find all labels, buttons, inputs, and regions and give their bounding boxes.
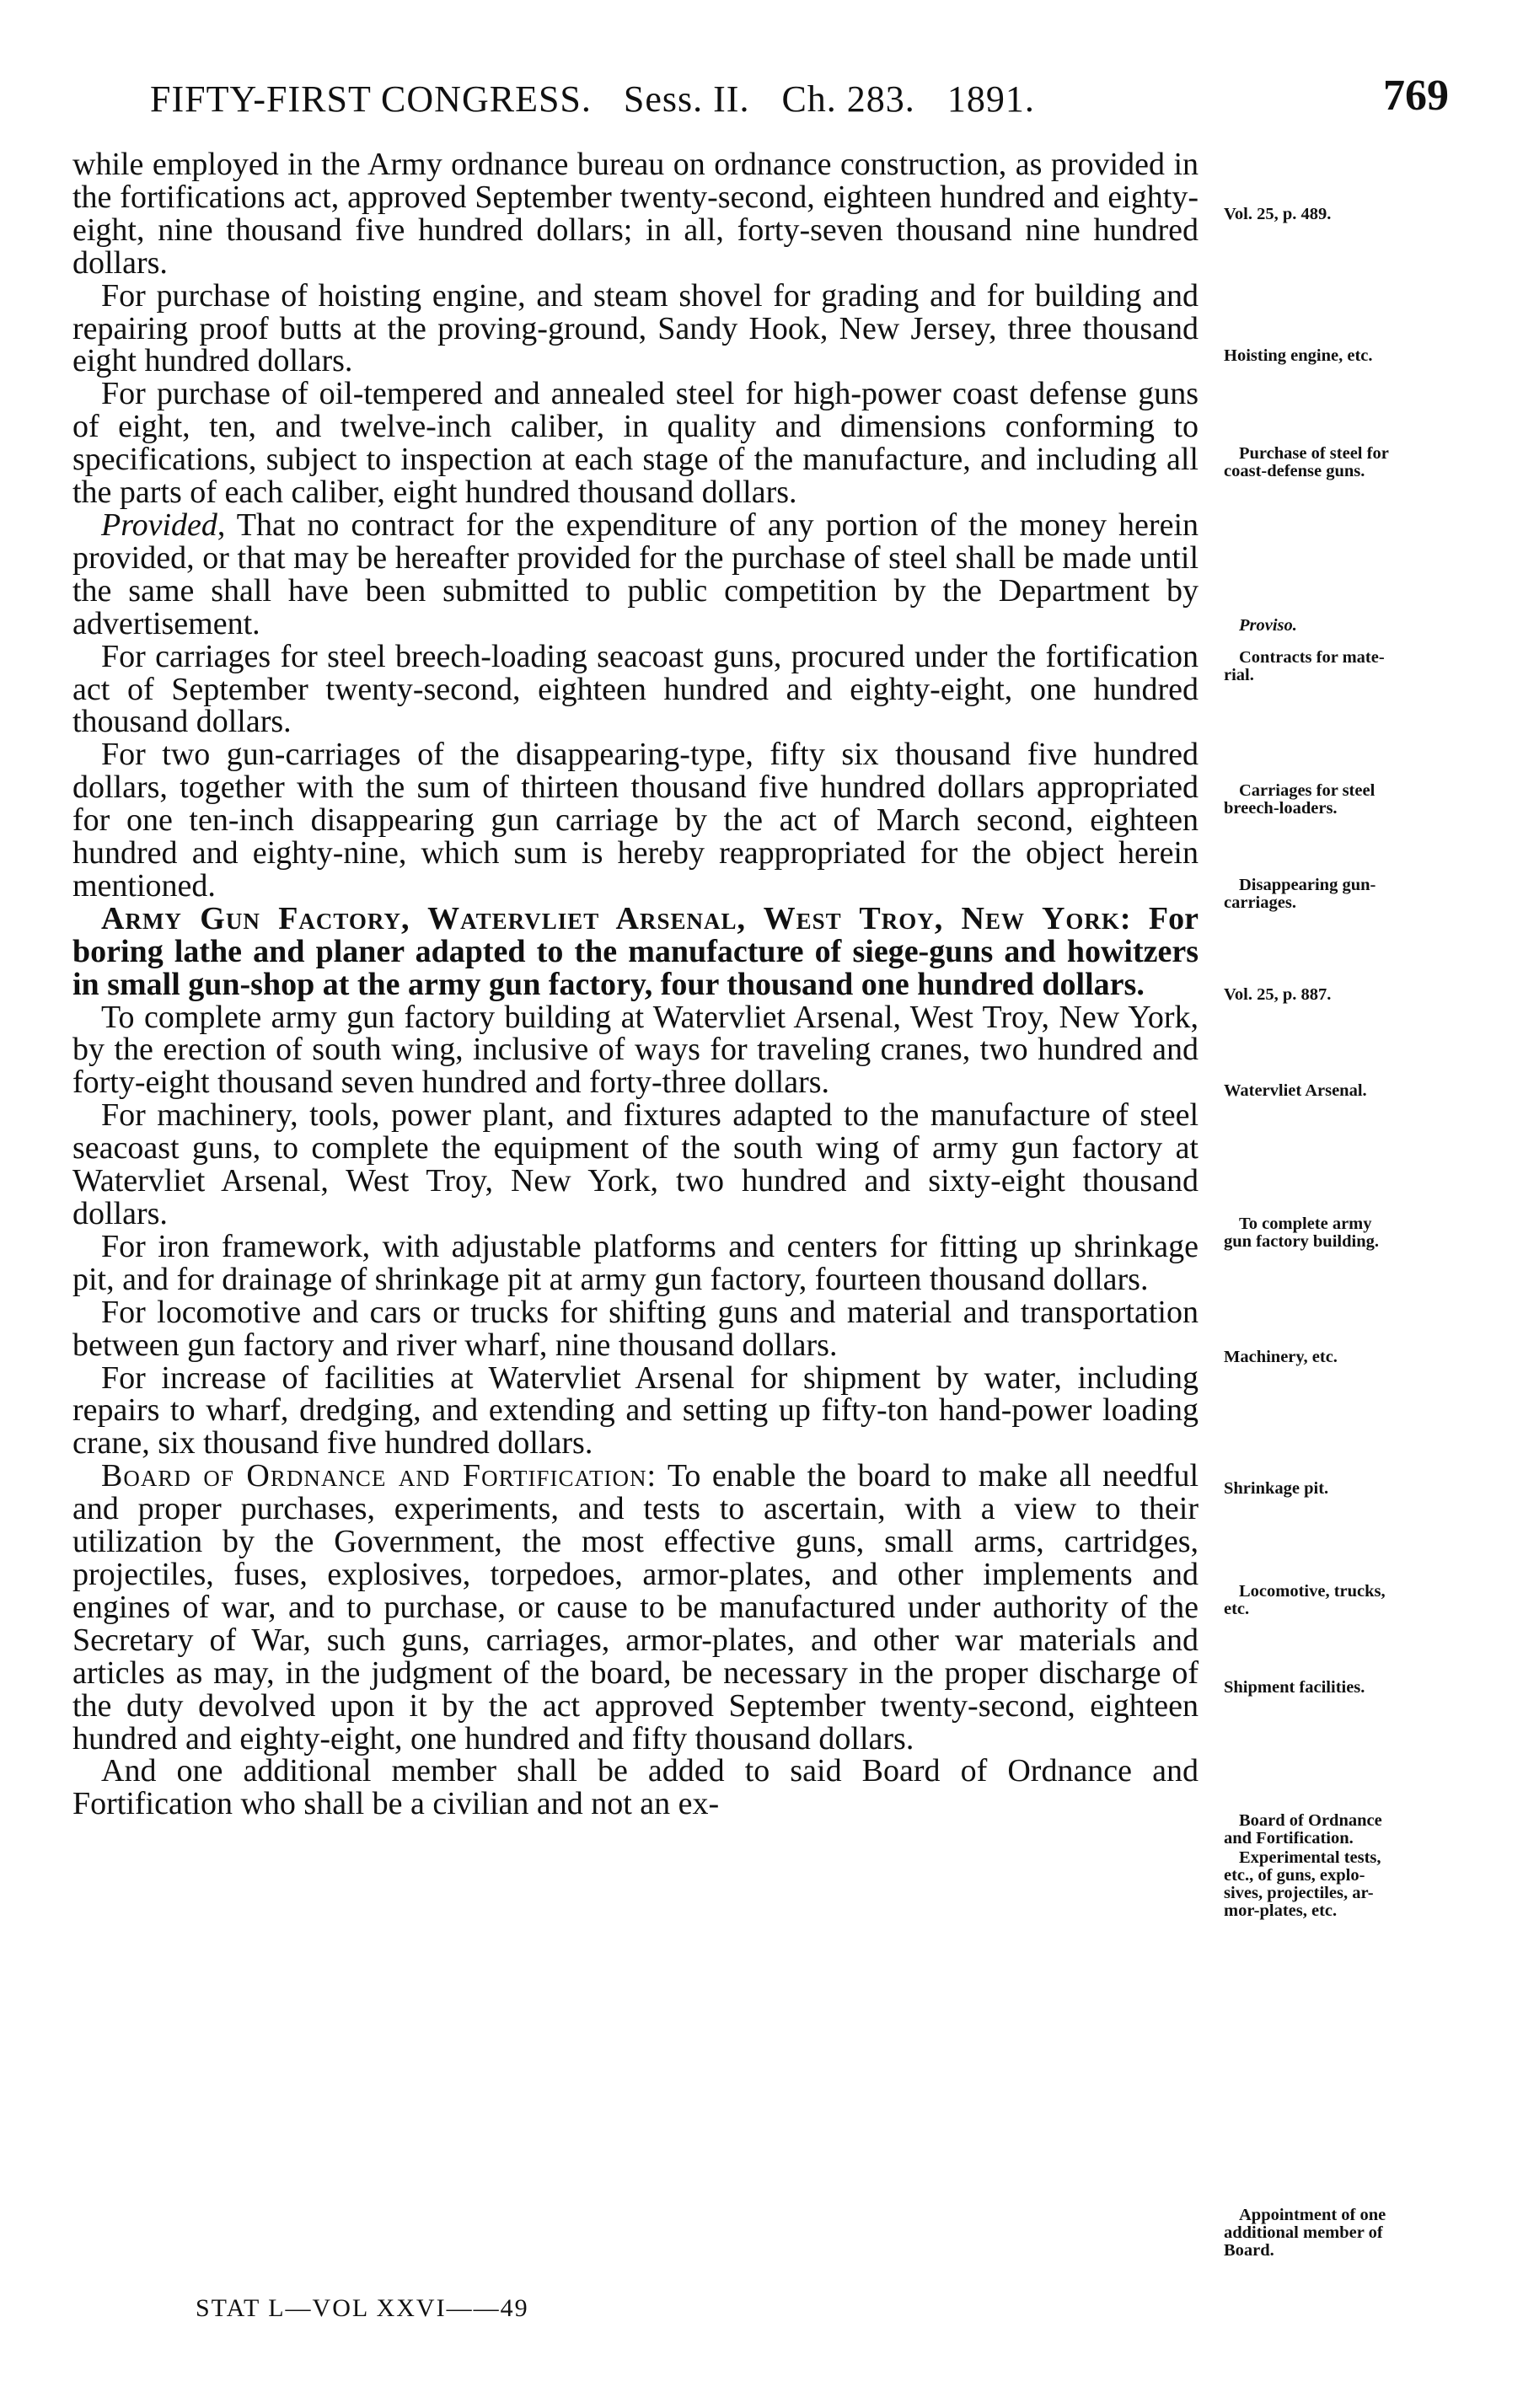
paragraph: For increase of facilities at Watervliet Arsenal for shipment by water, including repairs to wharf, dredging, and extending and setting up fifty-ton hand-power loading crane, six thousand five hundred dollars. [72, 1360, 1199, 1461]
signature-mark: STAT L—VOL XXVI——49 [196, 2294, 529, 2322]
running-head-year: 1891. [947, 78, 1035, 120]
margin-note: Purchase of steel for coast-defense guns. [1224, 444, 1389, 480]
margin-notes [1224, 0, 1465, 2408]
page-number: 769 [1383, 72, 1449, 120]
paragraph: For machinery, tools, power plant, and fixtures adapted to the manufacture of steel seacoast guns, to complete the equipment of the south wing of army gun factory at Watervliet Arsenal, West Troy, New York, two hundred and sixty-eight thousand dollars. [72, 1097, 1199, 1231]
margin-note: Vol. 25, p. 489. [1224, 205, 1332, 223]
paragraph: For purchase of hoisting engine, and steam shovel for grading and for building and repairing proof butts at the proving-ground, Sandy Hook, New Jersey, three thousand eight hundred dollars. [72, 277, 1199, 379]
margin-note: Disappearing gun- carriages. [1224, 876, 1376, 912]
margin-note: Shrinkage pit. [1224, 1479, 1329, 1498]
paragraph: Army Gun Factory, Watervliet Arsenal, West Troy, New York: For boring lathe and planer adapted to the manufacture of siege-guns and howitzers in small gun-shop at the army gun factory, four thousand one hundred dollars. [72, 900, 1199, 1002]
margin-note: Carriages for steel breech-loaders. [1224, 781, 1376, 818]
margin-note: Contracts for mate- rial. [1224, 648, 1385, 684]
margin-note: Vol. 25, p. 887. [1224, 985, 1332, 1004]
paragraph: To complete army gun factory building at Watervliet Arsenal, West Troy, New York, by the erection of south wing, inclusive of ways for traveling cranes, two hundred and forty-eight thousand seven hundred and forty-three dollars. [72, 999, 1199, 1101]
statute-text [72, 148, 1199, 1821]
margin-note: Board of Ordnance and Fortification. [1224, 1811, 1382, 1848]
paragraph: For purchase of oil-tempered and annealed steel for high-power coast defense guns of eight, ten, and twelve-inch caliber, in quality and dimensions conforming to specifications, subject to inspection at each stage of the manufacture, and including all the parts of each caliber, eight hundred thousand dollars. [72, 376, 1199, 511]
paragraph: Board of Ordnance and Fortification: To enable the board to make all needful and proper purchases, experiments, and tests to ascertain, with a view to their utilization by the Government, the most effective guns, small arms, cartridges, projectiles, fuses, explosives, torpedoes, armor-plates, and other implements and engines of war, and to purchase, or cause to be manufactured under authority of the Secretary of War, such guns, carriages, armor-plates, and other war materials and articles as may, in the judgment of the board, be necessary in the proper discharge of the duty devolved upon it by the act approved September twenty-second, eighteen hundred and eighty-eight, one hundred and fifty thousand dollars. [72, 1458, 1199, 1756]
running-head-congress: FIFTY-FIRST CONGRESS. [150, 78, 592, 120]
margin-note: Hoisting engine, etc. [1224, 346, 1373, 365]
paragraph: For iron framework, with adjustable platforms and centers for fitting up shrinkage pit, and for drainage of shrinkage pit at army gun factory, fourteen thousand dollars. [72, 1228, 1199, 1297]
paragraph: For carriages for steel breech-loading seacoast guns, procured under the fortification act of September twenty-second, eighteen hundred and eighty-eight, one hundred thousand dollars. [72, 638, 1199, 740]
margin-note: Machinery, etc. [1224, 1348, 1338, 1366]
paragraph: For locomotive and cars or trucks for shifting guns and material and transportation between gun factory and river wharf, nine thousand dollars. [72, 1294, 1199, 1363]
paragraph: And one additional member shall be added to said Board of Ordnance and Fortification who shall be a civilian and not an ex- [72, 1753, 1199, 1822]
proviso-lead: Provided [101, 507, 217, 543]
margin-note: Proviso. [1239, 616, 1297, 635]
margin-note: Appointment of one additional member of Board. [1224, 2206, 1386, 2260]
margin-note: Locomotive, trucks, etc. [1224, 1582, 1386, 1618]
section-heading: Army Gun Factory, Watervliet Arsenal, West Troy, New York: [101, 900, 1132, 936]
paragraph: Provided, That no contract for the expenditure of any portion of the money herein provided, or that may be hereafter provided for the purchase of steel shall be made until the same shall have been submitted to public competition by the Department by advertisement. [72, 507, 1199, 641]
paragraph: while employed in the Army ordnance bureau on ordnance construction, as provided in the fortifications act, approved September twenty-second, eighteen hundred and eighty-eight, nine thousand five hundred dollars; in all, forty-seven thousand nine hundred dollars. [72, 147, 1199, 281]
running-head-chapter: Ch. 283. [781, 78, 915, 120]
margin-note: To complete army gun factory building. [1224, 1215, 1379, 1251]
section-heading: Board of Ordnance and Fortification: [101, 1458, 657, 1494]
running-head-session: Sess. II. [623, 78, 750, 120]
margin-note: Watervliet Arsenal. [1224, 1081, 1367, 1100]
running-head [150, 78, 1035, 121]
margin-note: Shipment facilities. [1224, 1678, 1365, 1697]
margin-note: Experimental tests, etc., of guns, explo- sives, projectiles, ar- mor-plates, etc. [1224, 1848, 1381, 1920]
paragraph: For two gun-carriages of the disappearing-type, fifty six thousand five hundred dollars, together with the sum of thirteen thousand five hundred dollars appropriated for one ten-inch disappearing gun carriage by the act of March second, eighteen hundred and eighty-nine, which sum is hereby reappropriated for the object herein mentioned. [72, 737, 1199, 904]
